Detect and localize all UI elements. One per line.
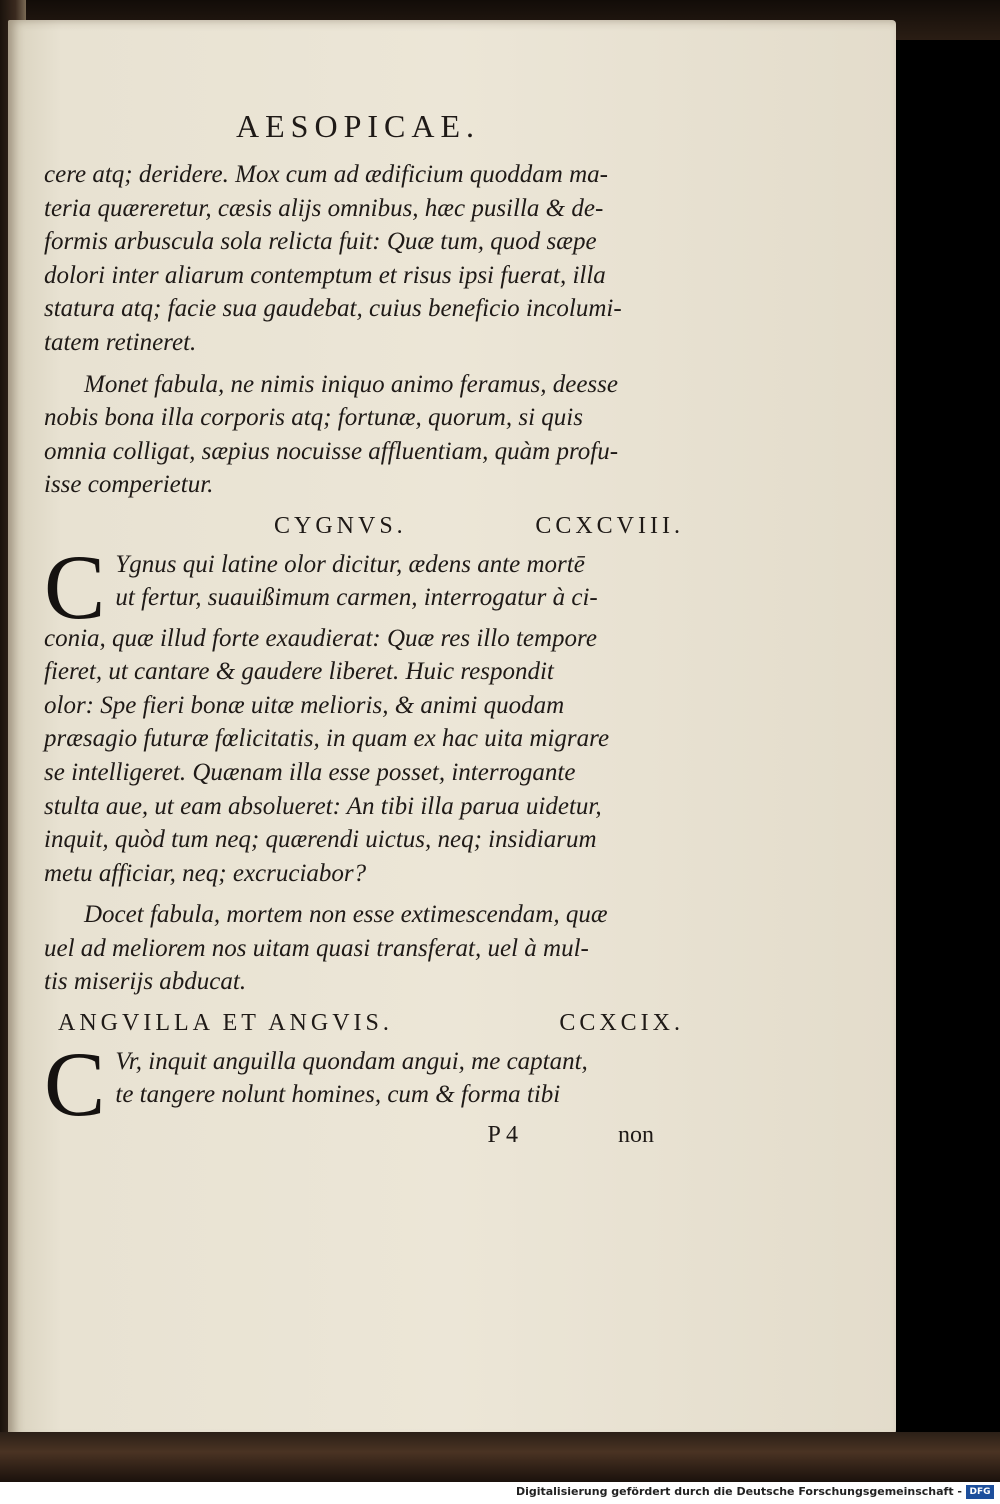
fable-number: CCXCVIII. bbox=[535, 512, 684, 539]
page-foot bbox=[44, 1119, 694, 1153]
fable-title: ANGVILLA ET ANGVIS. bbox=[58, 1010, 393, 1037]
text-line: metu afficiar, neq; excruciabor? bbox=[44, 859, 367, 887]
page-text bbox=[44, 158, 694, 1152]
continued-paragraph bbox=[44, 158, 694, 360]
catchword: non bbox=[618, 1121, 654, 1148]
signature-mark: P 4 bbox=[487, 1121, 518, 1148]
fable-heading bbox=[44, 510, 694, 544]
text-line: isse comperietur. bbox=[44, 471, 214, 499]
text-line: tis miserijs abducat. bbox=[44, 968, 247, 996]
text-line: uel ad meliorem nos uitam quasi transferat, uel à mul- bbox=[44, 934, 589, 962]
text-line: cere atq; deridere. Mox cum ad ædificium quoddam ma- bbox=[44, 161, 608, 188]
text-line: inquit, quòd tum neq; quærendi uictus, neq; insidiarum bbox=[44, 826, 597, 854]
text-line: fieret, ut cantare & gaudere liberet. Huic respondit bbox=[44, 658, 554, 686]
fable-number: CCXCIX. bbox=[559, 1010, 684, 1037]
text-line: formis arbuscula sola relicta fuit: Quæ tum, quod sæpe bbox=[44, 228, 597, 256]
text-line: teria quæreretur, cæsis alijs omnibus, hæc pusilla & de- bbox=[44, 194, 604, 222]
text-line: stulta aue, ut eam absolueret: An tibi illa parua uidetur, bbox=[44, 792, 602, 820]
moral-paragraph bbox=[44, 898, 694, 999]
text-line: præsagio futuræ fœlicitatis, in quam ex hac uita migrare bbox=[44, 725, 610, 753]
text-line: dolori inter aliarum contemptum et risus ipsi fuerat, illa bbox=[44, 261, 606, 289]
fable-body bbox=[44, 535, 694, 891]
text-line: Ygnus qui latine olor dicitur, ædens ante mortē bbox=[115, 550, 585, 578]
text-line: ut fertur, suauißimum carmen, interrogatur à ci- bbox=[115, 584, 598, 612]
text-line: Monet fabula, ne nimis iniquo animo feramus, deesse bbox=[84, 370, 618, 398]
dfg-logo: DFG bbox=[966, 1485, 994, 1499]
book-bottom-edge bbox=[0, 1432, 1000, 1482]
text-line: olor: Spe fieri bonæ uitæ melioris, & animi quodam bbox=[44, 691, 565, 719]
drop-cap: C bbox=[44, 1032, 106, 1135]
text-line: omnia colligat, sæpius nocuisse affluentiam, quàm profu- bbox=[44, 437, 619, 465]
text-line: te tangere nolunt homines, cum & forma tibi bbox=[115, 1081, 561, 1109]
fable-title: CYGNVS. bbox=[274, 512, 407, 539]
text-line: tatem retineret. bbox=[44, 328, 197, 356]
text-line: conia, quæ illud forte exaudierat: Quæ res illo tempore bbox=[44, 624, 597, 652]
drop-cap: C bbox=[44, 535, 106, 638]
fable-heading bbox=[44, 1007, 694, 1041]
text-line: Docet fabula, mortem non esse extimescendam, quæ bbox=[84, 901, 608, 929]
text-line: statura atq; facie sua gaudebat, cuius beneficio incolumi- bbox=[44, 295, 622, 323]
moral-paragraph bbox=[44, 368, 694, 502]
running-head: AESOPICAE. bbox=[236, 108, 481, 144]
footer-bar bbox=[0, 1482, 1000, 1504]
funding-notice: Digitalisierung gefördert durch die Deutsche Forschungsgemeinschaft - bbox=[515, 1485, 962, 1498]
text-line: Vr, inquit anguilla quondam angui, me captant, bbox=[115, 1047, 588, 1075]
text-line: nobis bona illa corporis atq; fortunæ, quorum, si quis bbox=[44, 404, 583, 432]
text-line: se intelligeret. Quænam illa esse posset, interrogante bbox=[44, 758, 576, 786]
